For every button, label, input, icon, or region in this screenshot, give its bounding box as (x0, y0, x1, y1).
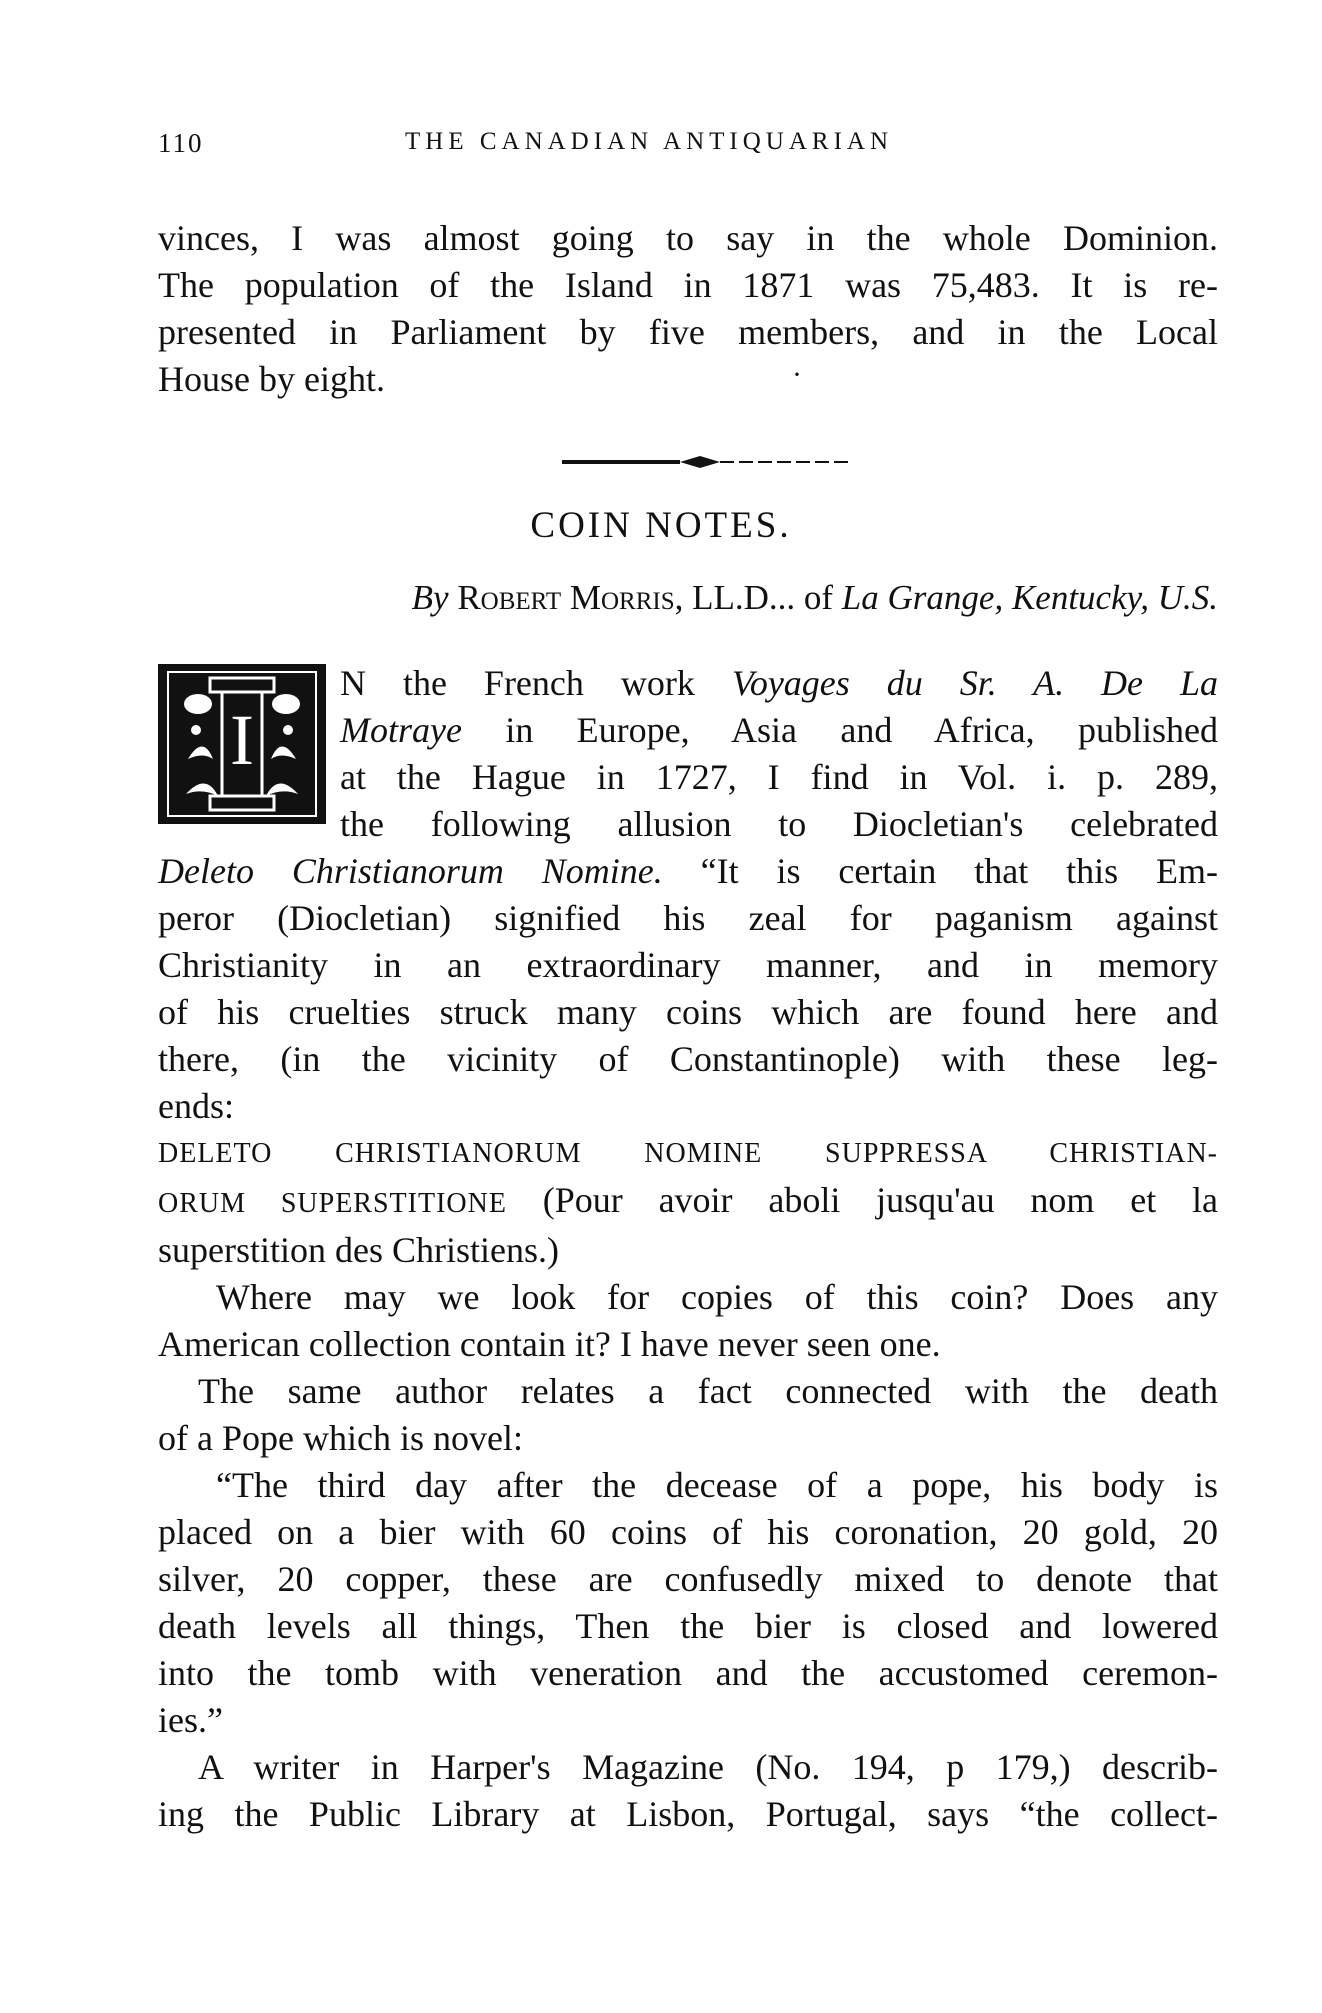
text-line: vinces, I was almost going to say in the whole Dominion. (158, 218, 1218, 258)
ornamental-rule (560, 455, 850, 469)
coin-legend-line: DELETO CHRISTIANORUM NOMINE SUPPRESSA CHRISTIAN- (158, 1138, 1218, 1169)
text-line: peror (Diocletian) signified his zeal for paganism against (158, 898, 1218, 938)
author-name: Robert Morris, LL.D. (457, 578, 778, 617)
text-line: ends: (158, 1086, 234, 1126)
text-line: House by eight. (158, 359, 385, 399)
intro-paragraph (158, 215, 1218, 403)
text-line: “The third day after the decease of a pope, his body is (216, 1465, 1218, 1505)
article-body (158, 848, 1218, 1838)
byline-mid: .. of (777, 578, 834, 617)
text-line: N the French work Voyages du Sr. A. De La (340, 663, 1219, 703)
decorated-initial-icon (158, 664, 326, 824)
text-line: Where may we look for copies of this coin? Does any (216, 1277, 1218, 1317)
page-number: 110 (158, 128, 204, 158)
text-line: Deleto Christianorum Nomine. “It is certain that this Em- (158, 851, 1218, 891)
text-line: superstition des Christiens.) (158, 1230, 559, 1270)
byline (158, 578, 1218, 618)
text-line: of a Pope which is novel: (158, 1418, 523, 1458)
journal-title: THE CANADIAN ANTIQUARIAN (405, 128, 894, 155)
running-head (158, 128, 1218, 168)
text-line: ing the Public Library at Lisbon, Portugal, says “the collect- (158, 1794, 1218, 1834)
dropcap-paragraph (340, 660, 1218, 848)
text-line: The population of the Island in 1871 was 75,483. It is re- (158, 265, 1218, 305)
coin-legend-line: ORUM SUPERSTITIONE (Pour avoir aboli jusqu'au nom et la (158, 1180, 1219, 1220)
text-line: presented in Parliament by five members, and in the Local (158, 312, 1218, 352)
section-title: COIN NOTES. (530, 505, 792, 546)
text-line: placed on a bier with 60 coins of his coronation, 20 gold, 20 (158, 1512, 1218, 1552)
text-line: death levels all things, Then the bier is closed and lowered (158, 1606, 1218, 1646)
text-line: there, (in the vicinity of Constantinople) with these leg- (158, 1039, 1218, 1079)
text-line: into the tomb with veneration and the accustomed ceremon- (158, 1653, 1218, 1693)
text-line: American collection contain it? I have never seen one. (158, 1324, 941, 1364)
text-line: ies.” (158, 1700, 223, 1740)
author-place: La Grange, Kentucky, U.S. (841, 578, 1218, 617)
dropcap-letter: I (230, 700, 254, 780)
text-line: Christianity in an extraordinary manner, and in memory (158, 945, 1218, 985)
text-line: at the Hague in 1727, I find in Vol. i. p. 289, (340, 757, 1218, 797)
byline-prefix: By (411, 578, 449, 617)
text-line: Motraye in Europe, Asia and Africa, published (340, 710, 1218, 750)
text-line: The same author relates a fact connected with the death (198, 1371, 1218, 1411)
text-line: A writer in Harper's Magazine (No. 194, p 179,) describ- (198, 1747, 1218, 1787)
text-line: silver, 20 copper, these are confusedly mixed to denote that (158, 1559, 1218, 1599)
printer-dot: · (792, 358, 802, 391)
text-line: the following allusion to Diocletian's celebrated (340, 804, 1218, 844)
text-line: of his cruelties struck many coins which are found here and (158, 992, 1218, 1032)
